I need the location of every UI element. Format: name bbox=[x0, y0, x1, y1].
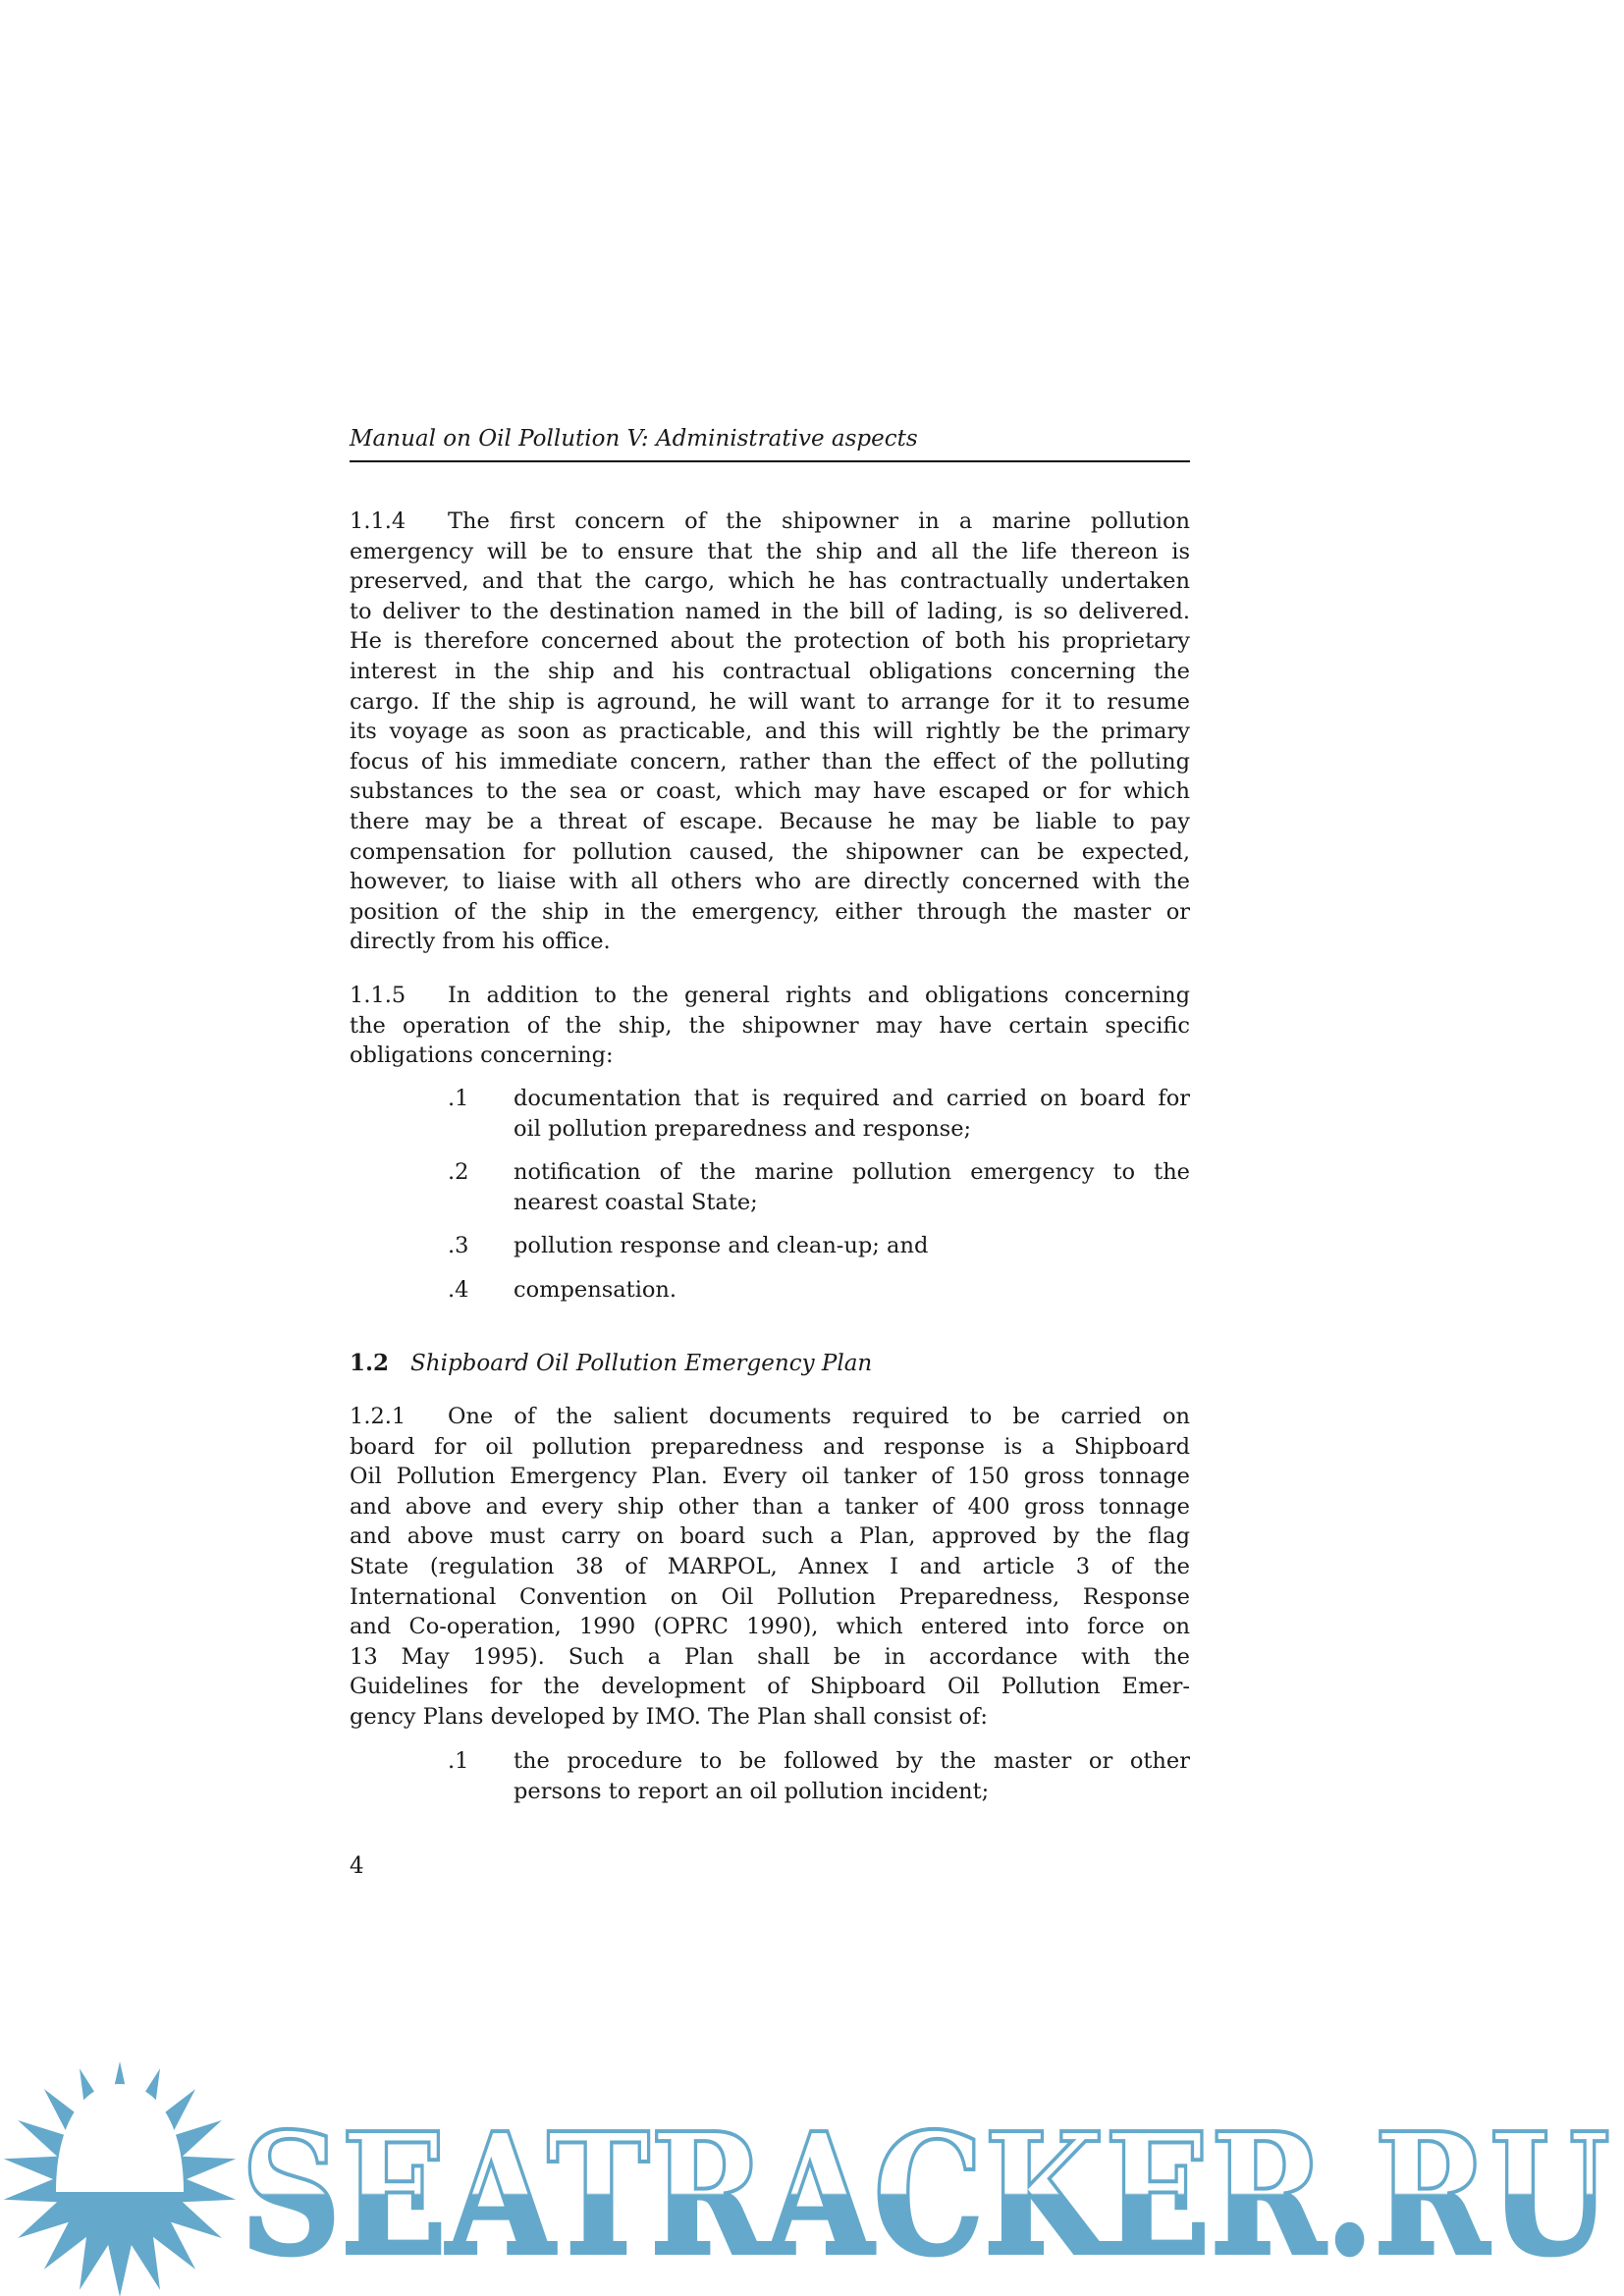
list-line: oil pollution preparedness and response; bbox=[514, 1115, 972, 1142]
list-item bbox=[448, 1275, 1190, 1306]
list-item bbox=[448, 1746, 1190, 1806]
paragraph-line: gency Plans developed by IMO. The Plan shall consist of: bbox=[350, 1703, 988, 1730]
paragraph-line: 1.2.1 One of the salient documents required to be carried on bbox=[350, 1402, 1190, 1432]
paragraph-line: 1.1.4 The first concern of the shipowner in a marine pollution bbox=[350, 507, 1190, 537]
paragraph-line: State (regulation 38 of MARPOL, Annex I and article 3 of the bbox=[350, 1553, 1190, 1579]
paragraph-line: 1.1.5 In addition to the general rights and obligations concerning bbox=[350, 981, 1190, 1011]
paragraph-line: 13 May 1995). Such a Plan shall be in accordance with the bbox=[350, 1643, 1190, 1670]
paragraph-line: International Convention on Oil Pollution Preparedness, Response bbox=[350, 1583, 1190, 1610]
paragraph-1-1-5 bbox=[350, 981, 1190, 1071]
paragraph-number: 1.1.4 bbox=[350, 508, 406, 534]
list-number: .2 bbox=[448, 1159, 469, 1185]
section-number: 1.2 bbox=[350, 1350, 390, 1376]
paragraph-line: there may be a threat of escape. Because he may be liable to pay bbox=[350, 808, 1190, 834]
paragraph-line: cargo. If the ship is aground, he will want to arrange for it to resume bbox=[350, 688, 1190, 715]
paragraph-line: and Co-operation, 1990 (OPRC 1990), which entered into force on bbox=[350, 1614, 1190, 1640]
paragraph-line: the operation of the ship, the shipowner may have certain specific bbox=[350, 1012, 1190, 1039]
paragraph-line: position of the ship in the emergency, either through the master or bbox=[350, 898, 1190, 925]
header-rule bbox=[350, 460, 1190, 462]
list-line: compensation. bbox=[514, 1277, 677, 1303]
paragraph-line: however, to liaise with all others who are directly concerned with the bbox=[350, 869, 1190, 895]
list-item bbox=[448, 1157, 1190, 1217]
list-item bbox=[448, 1084, 1190, 1144]
paragraph-line: and above must carry on board such a Plan, approved by the flag bbox=[350, 1523, 1190, 1550]
paragraph-line: its voyage as soon as practicable, and this will rightly be the primary bbox=[350, 719, 1190, 745]
paragraph-line: directly from his office. bbox=[350, 929, 611, 955]
paragraph-line: and above and every ship other than a tanker of 400 gross tonnage bbox=[350, 1493, 1190, 1520]
paragraph-line: to deliver to the destination named in the bill of lading, is so delivered. bbox=[350, 598, 1190, 624]
list-line: persons to report an oil pollution incident; bbox=[514, 1778, 990, 1804]
sun-icon bbox=[4, 2061, 236, 2296]
paragraph-number: 1.2.1 bbox=[350, 1404, 406, 1429]
list-line: pollution response and clean-up; and bbox=[514, 1233, 929, 1258]
list-item bbox=[448, 1231, 1190, 1261]
paragraph-line: focus of his immediate concern, rather than the effect of the polluting bbox=[350, 748, 1190, 774]
list-number: .4 bbox=[448, 1277, 469, 1303]
paragraph-1-1-4 bbox=[350, 507, 1190, 957]
list-line: nearest coastal State; bbox=[514, 1189, 758, 1215]
paragraph-line: Guidelines for the development of Shipboard Oil Pollution Emer- bbox=[350, 1674, 1190, 1700]
list-line: documentation that is required and carried on board for bbox=[514, 1086, 1190, 1111]
section-title: Shipboard Oil Pollution Emergency Plan bbox=[410, 1351, 873, 1376]
list-line: notification of the marine pollution emergency to the bbox=[514, 1159, 1190, 1185]
paragraph-number: 1.1.5 bbox=[350, 983, 406, 1008]
paragraph-line: substances to the sea or coast, which may have escaped or for which bbox=[350, 778, 1190, 805]
watermark-logo bbox=[0, 2056, 1624, 2296]
paragraph-line: preserved, and that the cargo, which he has contractually undertaken bbox=[350, 568, 1190, 595]
paragraph-line: emergency will be to ensure that the ship and all the life thereon is bbox=[350, 538, 1190, 564]
paragraph-1-2-1 bbox=[350, 1402, 1190, 1733]
paragraph-line: compensation for pollution caused, the shipowner can be expected, bbox=[350, 838, 1190, 865]
page-number: 4 bbox=[350, 1853, 364, 1879]
list-number: .3 bbox=[448, 1233, 469, 1258]
section-heading bbox=[350, 1350, 872, 1376]
paragraph-line: board for oil pollution preparedness and response is a Shipboard bbox=[350, 1433, 1190, 1460]
watermark-text: SEATRACKER.RU bbox=[241, 2097, 1610, 2293]
paragraph-line: Oil Pollution Emergency Plan. Every oil tanker of 150 gross tonnage bbox=[350, 1464, 1190, 1490]
paragraph-line: He is therefore concerned about the protection of both his proprietary bbox=[350, 628, 1190, 655]
list-number: .1 bbox=[448, 1086, 469, 1111]
paragraph-line: obligations concerning: bbox=[350, 1042, 614, 1069]
list-line: the procedure to be followed by the master or other bbox=[514, 1748, 1190, 1774]
list-number: .1 bbox=[448, 1748, 469, 1774]
paragraph-line: interest in the ship and his contractual obligations concerning the bbox=[350, 658, 1190, 684]
running-header: Manual on Oil Pollution V: Administrative aspects bbox=[350, 426, 918, 452]
